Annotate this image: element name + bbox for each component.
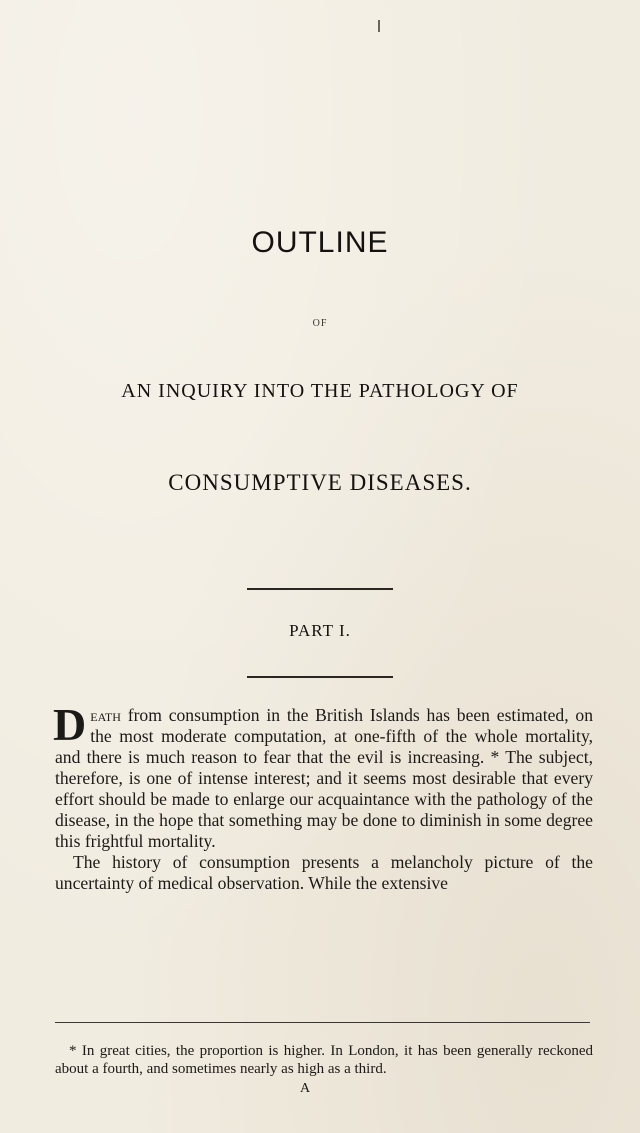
title-outline: OUTLINE: [251, 226, 389, 259]
title-consumptive-diseases: CONSUMPTIVE DISEASES.: [168, 470, 472, 495]
footnote-rule: [55, 1022, 590, 1023]
page-mark: [378, 20, 380, 32]
paragraph-1: [53, 699, 593, 852]
divider-rule-top: [247, 588, 393, 590]
drop-cap: D: [53, 699, 87, 750]
lead-word: eath: [90, 705, 121, 725]
paragraph-1-text: from consumption in the British Islands has been estimated, on the most moderate computation, at one-fifth of the whole mortality, and there is much reason to fear that the evil is increasing. * The subject, therefore, is one of intense interest; and it seems most desirable that every effort should be made to enlarge our acquaintance with the pathology of the disease, in the hope that something may be done to diminish in some degree this frightful mortality.: [55, 705, 593, 851]
title-of: OF: [312, 318, 328, 329]
footnote-text: * In great cities, the proportion is higher. In London, it has been generally reckoned about a fourth, and sometimes nearly as high as a third.: [55, 1043, 593, 1077]
footnote: [55, 1042, 593, 1078]
body-text: [53, 699, 593, 894]
part-heading: PART I.: [289, 621, 351, 640]
title-inquiry: AN INQUIRY INTO THE PATHOLOGY OF: [121, 380, 519, 402]
divider-rule-bottom: [247, 676, 393, 678]
paragraph-2: The history of consumption presents a melancholy picture of the uncertainty of medical observation. While the extensive: [55, 852, 593, 893]
signature-mark: A: [300, 1081, 311, 1096]
